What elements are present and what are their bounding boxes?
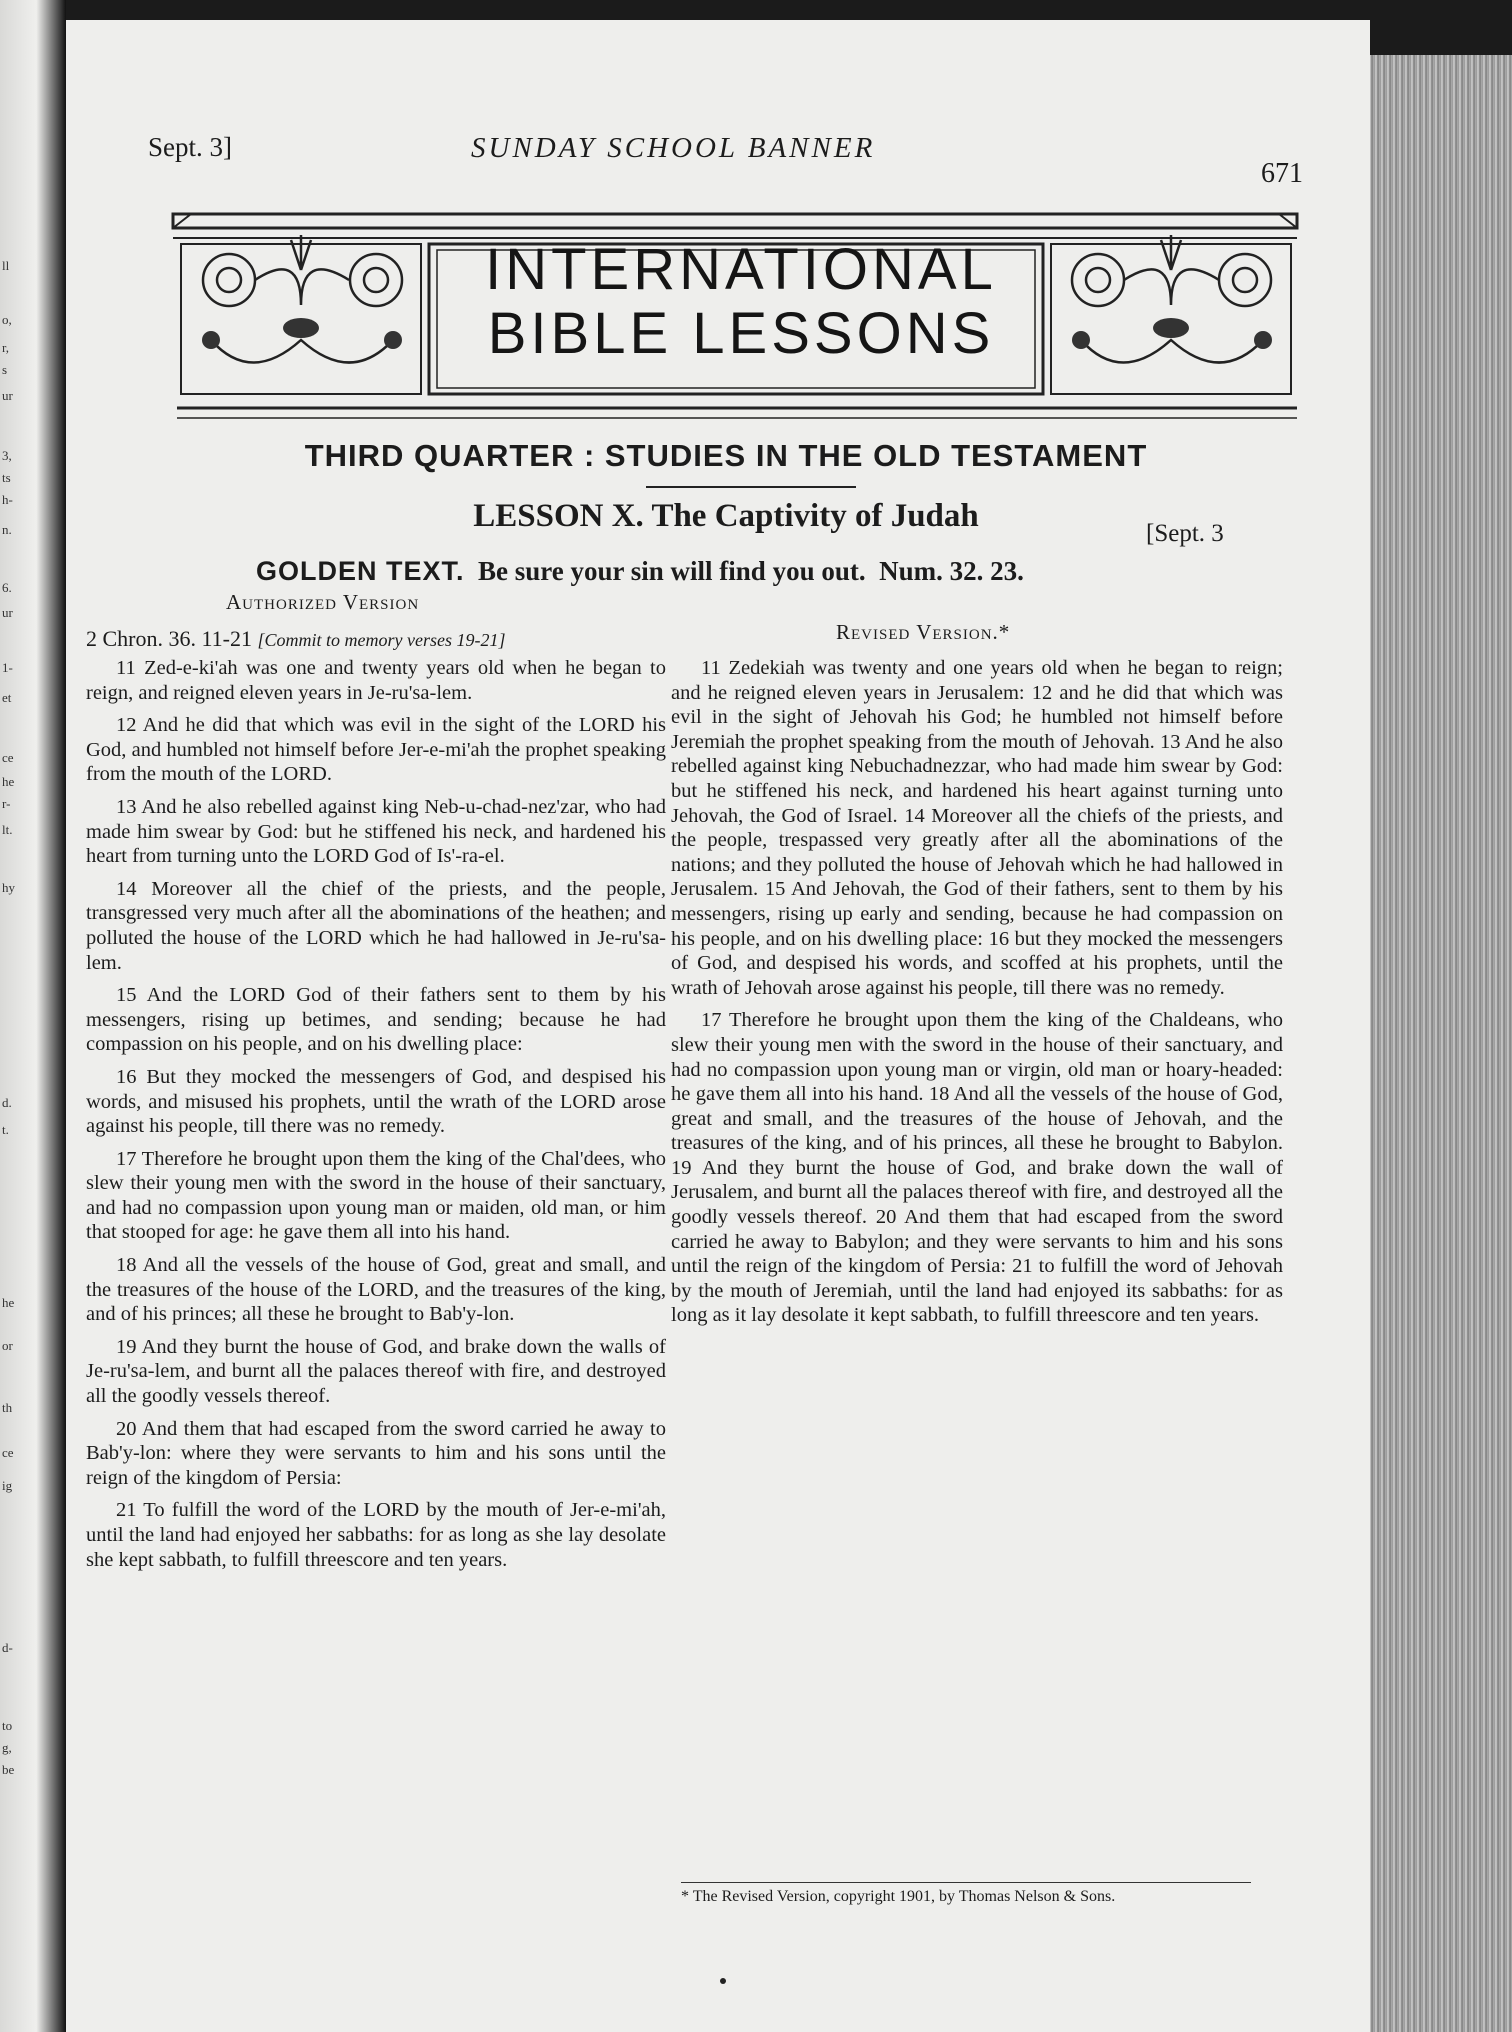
scripture-reference — [86, 626, 506, 652]
margin-fragment: ce — [2, 1445, 14, 1460]
authorized-verse: 12 And he did that which was evil in the sight of the LORD his God, and humbled not himself before Jer-e-mi'ah the prophet speaking from the mouth of the LORD. — [86, 714, 666, 786]
margin-fragment: o, — [2, 312, 12, 327]
revised-paragraph: 17 Therefore he brought upon them the king of the Chaldeans, who slew their young men with the sword in the house of their sanctuary, and had no compassion upon young man or virgin, old man or hoary-headed: he gave them all into his hand. 18 And all the vessels of the house of God, great and small, and the treasures of the house of Jehovah, and the treasures of the king, and of his princes, all these he brought to Babylon. 19 And they burnt the house of God, and brake down the wall of Jerusalem, and burnt all the palaces thereof with fire, and destroyed all the goodly vessels thereof. 20 And them that had escaped from the sword carried he away to Babylon; and they were servants to him and his sons until the reign of the kingdom of Persia: 21 to fulfill the word of Jehovah by the mouth of Jeremiah, until the land had enjoyed its sabbaths: for as long as it lay desolate it kept sabbath, to fulfill threescore and ten years. — [671, 1009, 1283, 1327]
margin-fragment: 3, — [2, 448, 12, 463]
margin-fragment: 1- — [2, 660, 13, 675]
banner-title-line1: INTERNATIONAL — [485, 237, 997, 302]
banner-title — [441, 238, 1041, 366]
authorized-verse: 21 To fulfill the word of the LORD by the mouth of Jer-e-mi'ah, until the land had enjoyed her sabbaths: for as long as she lay desolate she kept sabbath, to fulfill threescore and ten years. — [86, 1499, 666, 1571]
authorized-verse: 17 Therefore he brought upon them the king of the Chal'dees, who slew their young men with the sword in the house of their sanctuary, and had no compassion upon young man or maiden, old man, or him that stooped for age: he gave them all into his hand. — [86, 1147, 666, 1244]
authorized-verse: 18 And all the vessels of the house of God, great and small, and the treasures of the house of the LORD, and the treasures of the king, and of his princes; all these he brought to Bab'y-lon. — [86, 1254, 666, 1326]
page-number: 671 — [1261, 158, 1303, 189]
running-head — [106, 112, 1330, 189]
margin-fragment: n. — [2, 522, 12, 537]
page-edge — [1362, 55, 1512, 2032]
footnote: * The Revised Version, copyright 1901, by Thomas Nelson & Sons. — [681, 1882, 1251, 1906]
margin-fragment: ur — [2, 388, 13, 403]
margin-fragment: ur — [2, 605, 13, 620]
running-head-date: Sept. 3] — [148, 132, 232, 162]
lesson-date: [Sept. 3 — [1146, 520, 1224, 547]
margin-fragment: t. — [2, 1122, 9, 1137]
left-page-strip — [0, 0, 66, 2032]
authorized-verse: 15 And the LORD God of their fathers sent to them by his messengers, rising up betimes, and sending; because he had compassion on his people, and on his dwelling place: — [86, 984, 666, 1056]
banner-title-line2: BIBLE LESSONS — [487, 301, 995, 366]
margin-fragment: he — [2, 1295, 15, 1310]
authorized-verse: 20 And them that had escaped from the sword carried he away to Bab'y-lon: where they were servants to him and his sons until the reign of the kingdom of Persia: — [86, 1417, 666, 1489]
margin-fragment: or — [2, 1338, 13, 1353]
margin-fragment: th — [2, 1400, 13, 1415]
margin-fragment: d- — [2, 1640, 13, 1655]
memory-note: [Commit to memory verses 19-21] — [257, 630, 506, 650]
authorized-verse: 19 And they burnt the house of God, and brake down the walls of Je-ru'sa-lem, and burnt all the palaces thereof with fire, and destroyed all the goodly vessels thereof. — [86, 1335, 666, 1408]
authorized-verse: 13 And he also rebelled against king Neb-u-chad-nez'zar, who had made him swear by God: but he stiffened his neck, and hardened his heart from turning unto the LORD God of Is'-ra-el. — [86, 795, 666, 868]
magazine-page — [66, 20, 1370, 2032]
margin-fragment: lt. — [2, 822, 13, 837]
margin-fragment: r- — [2, 796, 11, 811]
lesson-title: LESSON X. The Captivity of Judah — [473, 498, 979, 534]
golden-text — [256, 556, 1156, 587]
golden-text-body: Be sure your sin will find you out. — [478, 556, 866, 586]
authorized-version-heading: Authorized Version — [226, 590, 420, 614]
banner — [171, 210, 1301, 432]
margin-fragment: s — [2, 362, 8, 377]
margin-fragment: ce — [2, 750, 14, 765]
margin-fragment: g, — [2, 1740, 12, 1755]
margin-fragment: be — [2, 1762, 15, 1777]
ink-spot — [720, 1978, 726, 1984]
margin-fragment: to — [2, 1718, 13, 1733]
heading-rule — [646, 486, 856, 488]
revised-column — [671, 656, 1283, 1336]
margin-fragment: hy — [2, 880, 15, 895]
margin-fragment: d. — [2, 1095, 12, 1110]
revised-version-heading: Revised Version.* — [836, 620, 1011, 644]
authorized-verse: 14 Moreover all the chief of the priests, and the people, transgressed very much after all the abominations of the heathen; and polluted the house of the LORD which he had hallowed in Je-ru'sa-lem. — [86, 877, 666, 974]
margin-fragment: r, — [2, 340, 10, 355]
margin-fragment: et — [2, 690, 12, 705]
margin-fragment: ts — [2, 470, 11, 485]
magazine-title: SUNDAY SCHOOL BANNER — [471, 132, 876, 164]
margin-fragment: he — [2, 774, 15, 789]
authorized-verse: 16 But they mocked the messengers of God, and despised his words, and misused his prophets, until the wrath of the LORD arose against his people, till there was no remedy. — [86, 1065, 666, 1138]
golden-text-reference: Num. 32. 23. — [879, 556, 1024, 586]
scripture-reference-text: 2 Chron. 36. 11-21 — [86, 626, 253, 651]
authorized-column — [86, 656, 666, 1580]
margin-fragment: ig — [2, 1478, 13, 1493]
revised-paragraph: 11 Zedekiah was twenty and one years old when he began to reign; and he reigned eleven years in Jerusalem: 12 and he did that which was evil in the sight of Jehovah his God; he humbled not himself before Jeremiah the prophet speaking from the mouth of Jehovah. 13 And he also rebelled against king Nebuchadnezzar, who had made him swear by God: but he stiffened his neck, and hardened his heart against turning unto Jehovah, the God of Israel. 14 Moreover all the chiefs of the priests, and the people, trespassed very greatly after all the abominations of the nations; and they polluted the house of Jehovah which he had hallowed in Jerusalem. 15 And Jehovah, the God of their fathers, sent to them by his messengers, rising up early and sending, because he had compassion on his people, and on his dwelling place: 16 but they mocked the messengers of God, and despised his words, and scoffed at his prophets, until the wrath of Jehovah arose against his people, till there was no remedy. — [671, 657, 1283, 999]
golden-text-label: GOLDEN TEXT. — [256, 556, 465, 586]
quarter-heading: THIRD QUARTER : STUDIES IN THE OLD TESTAMENT — [304, 438, 1148, 473]
margin-fragment: 6. — [2, 580, 12, 595]
margin-fragment: ll — [2, 258, 10, 273]
margin-fragment: h- — [2, 492, 13, 507]
authorized-verse: 11 Zed-e-ki'ah was one and twenty years old when he began to reign, and reigned eleven years in Je-ru'sa-lem. — [86, 657, 666, 704]
